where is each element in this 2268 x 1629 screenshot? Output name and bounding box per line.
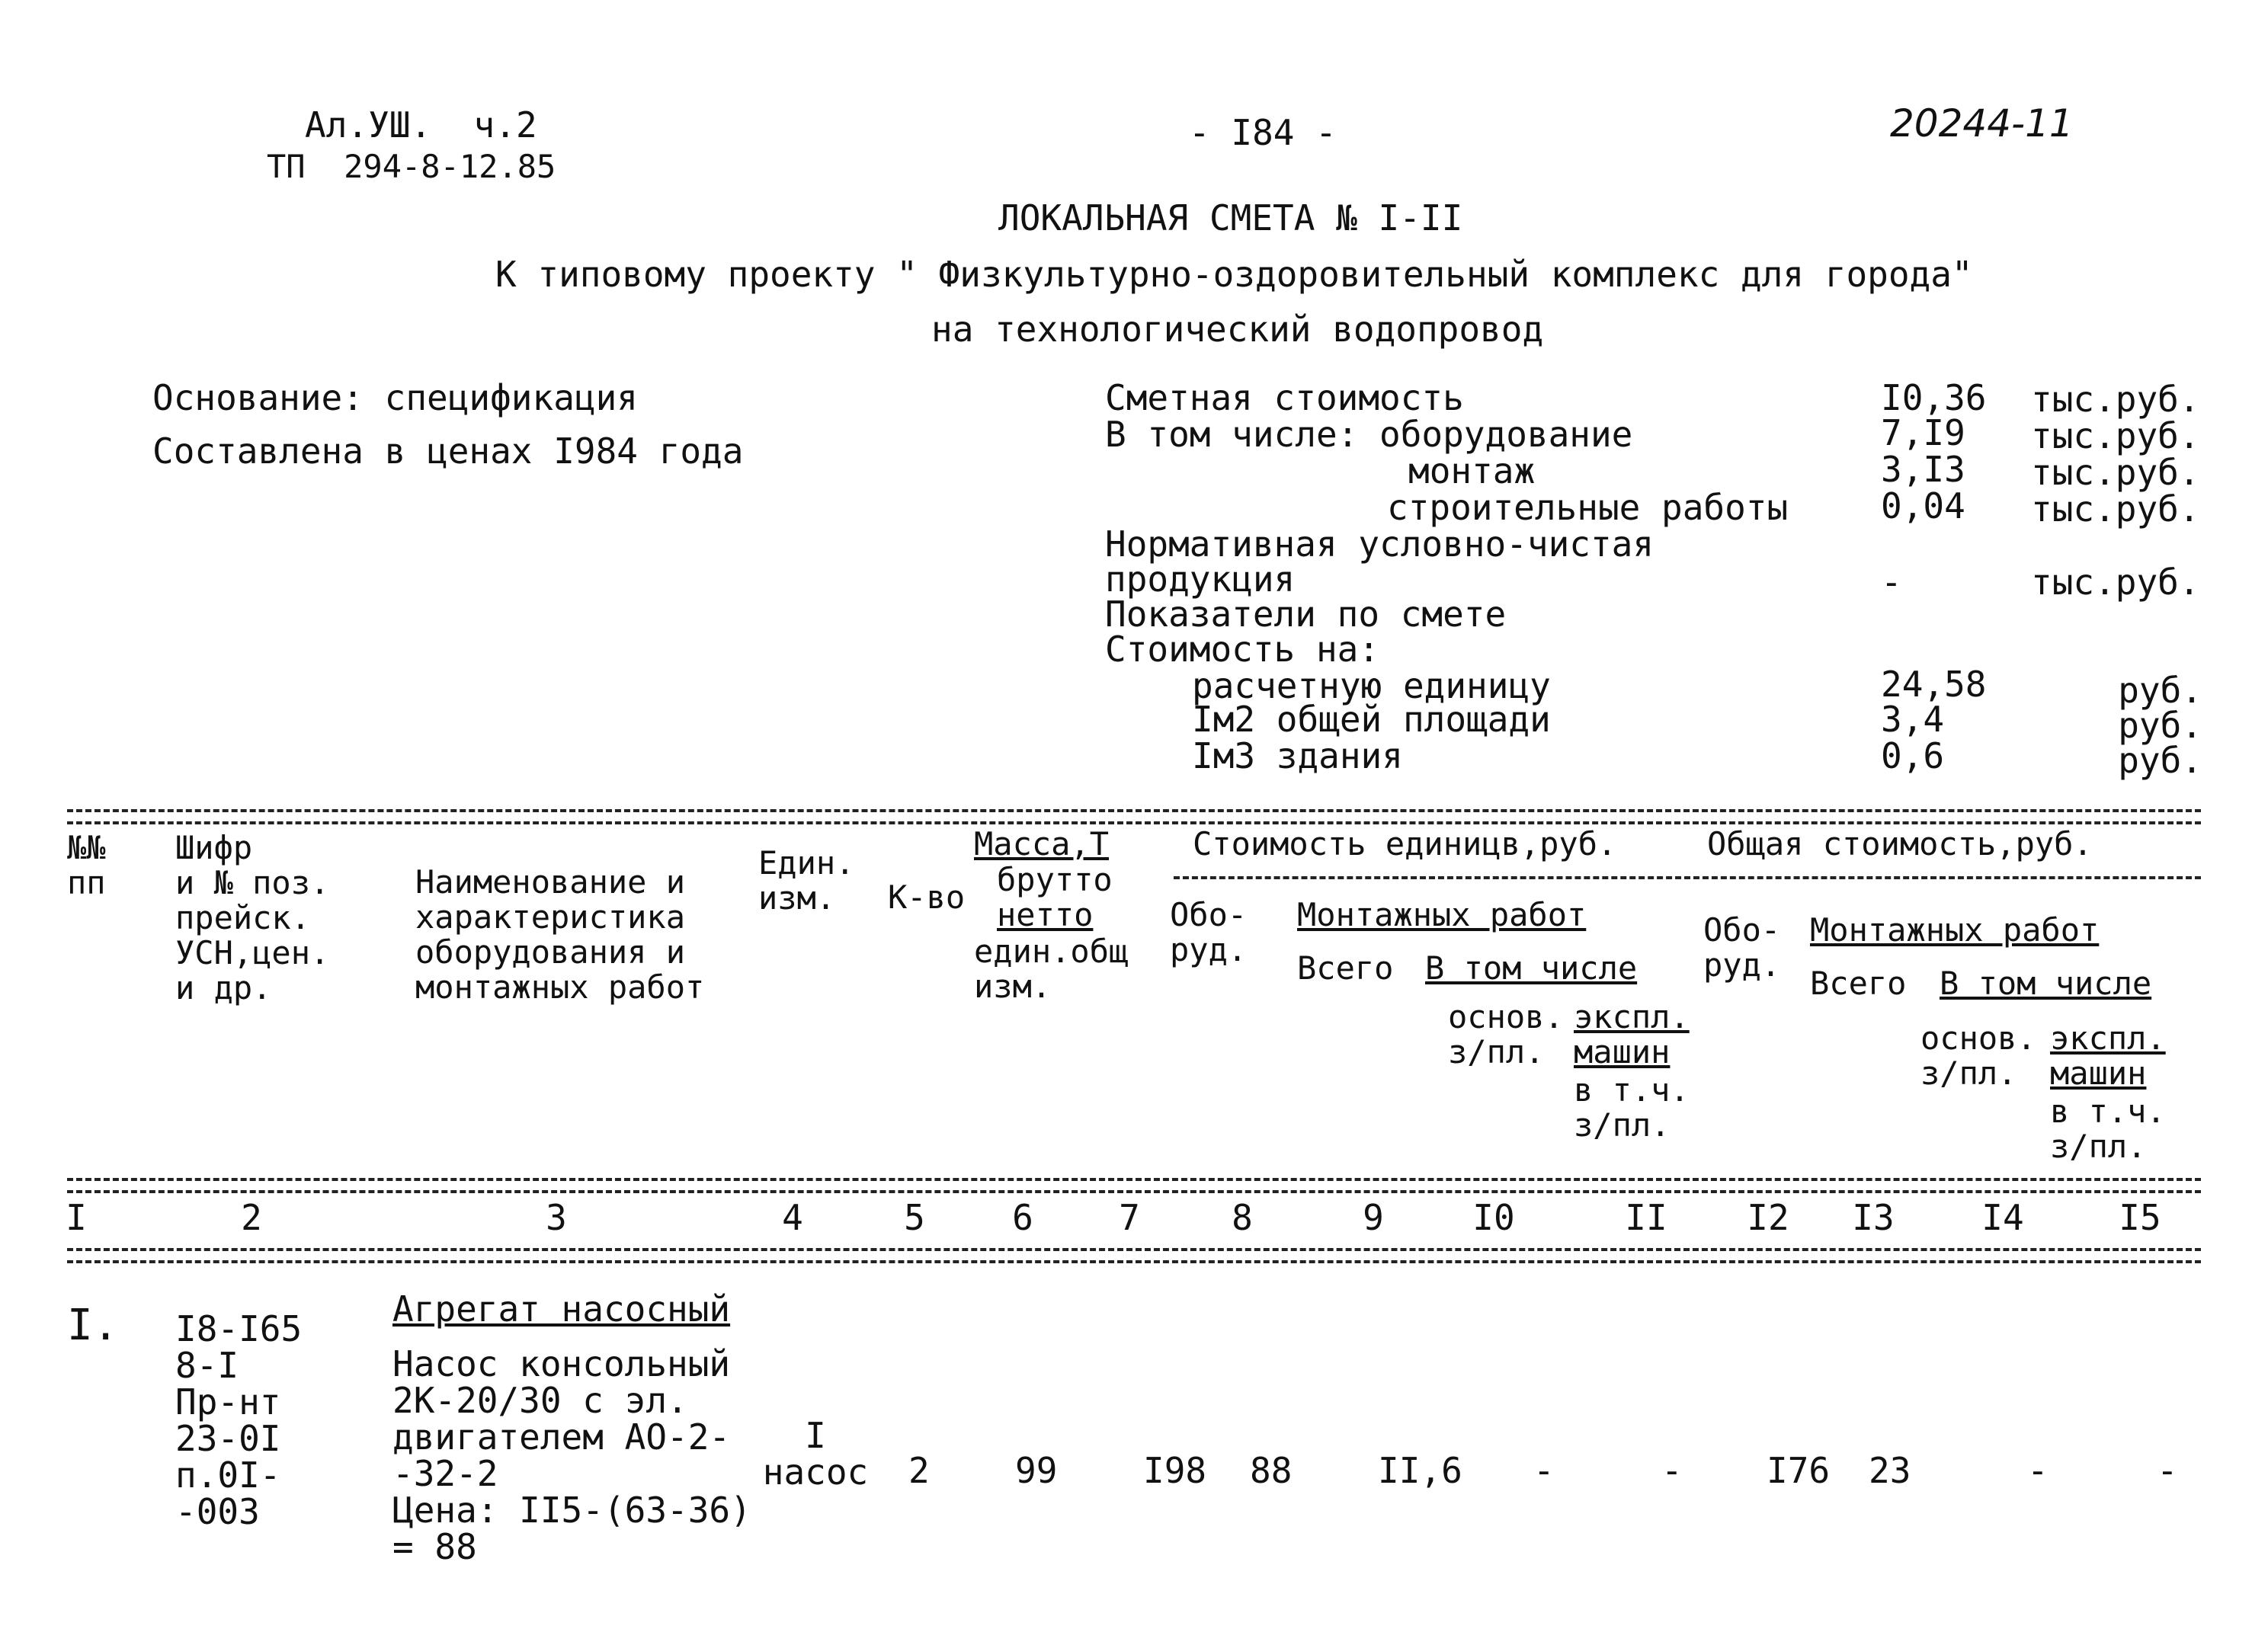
summary-label: продукция — [1105, 558, 1296, 600]
col-header-mass: Масса,Т — [974, 825, 1110, 863]
row-total-all: 23 — [1869, 1450, 1911, 1491]
col-header-code: Шифр и № поз. прейск. УСН,цен. и др. — [175, 829, 330, 1007]
row-mount-machines: - — [1661, 1450, 1683, 1491]
estimate-title: ЛОКАЛЬНАЯ СМЕТА № I-II — [998, 197, 1463, 238]
row-total-machines: - — [2157, 1450, 2178, 1491]
row-item-title: Агрегат насосный — [392, 1288, 731, 1330]
col-header-name: Наименование и характеристика оборудования и монтажных работ — [415, 863, 705, 1006]
page-number: - I84 - — [1189, 112, 1337, 153]
summary-label: Показатели по смете — [1105, 594, 1507, 635]
summary-value: 0,04 — [1881, 485, 1965, 526]
col-number: 3 — [546, 1197, 567, 1238]
table-top-rule — [67, 809, 2201, 812]
summary-label: В том числе: оборудование — [1105, 414, 1633, 455]
summary-value: 7,I9 — [1881, 412, 1965, 453]
col-header-equip-total: Обо- руд. — [1703, 911, 1781, 984]
col-header-all-total: Всего — [1810, 965, 1907, 1002]
col-header-num: №№ пп — [67, 829, 106, 901]
colnum-top-rule — [67, 1190, 2201, 1193]
col-number: 5 — [904, 1197, 925, 1238]
col-number: I4 — [1981, 1197, 2024, 1238]
col-number: II — [1625, 1197, 1667, 1238]
col-header-incl: В том числе — [1425, 949, 1638, 987]
col-number: I3 — [1852, 1197, 1895, 1238]
row-equip-cost: 88 — [1250, 1450, 1293, 1491]
summary-value: 24,58 — [1881, 664, 1987, 705]
col-header-all: Всего — [1297, 949, 1394, 987]
col-header-mass-net: нетто — [997, 896, 1094, 933]
summary-unit: тыс.руб. — [2031, 488, 2200, 530]
col-header-machines-total: экспл. машин — [2050, 1019, 2166, 1092]
col-header-unit-cost: Стоимость единицв,руб. — [1193, 825, 1617, 863]
summary-label: строительные работы — [1387, 487, 1789, 528]
summary-unit: тыс.руб. — [2031, 562, 2200, 603]
col-number: 9 — [1363, 1197, 1384, 1238]
project-title: К типовому проекту " Физкультурно-оздоровительный комплекс для города" — [495, 254, 1973, 295]
col-header-unit: Един. изм. — [758, 844, 855, 917]
summary-unit: тыс.руб. — [2031, 452, 2200, 493]
row-mass-gross: 99 — [1015, 1450, 1058, 1491]
col-number: 7 — [1119, 1197, 1140, 1238]
summary-label: Нормативная условно-чистая — [1105, 523, 1655, 565]
col-header-incl-pay-total: в т.ч. з/пл. — [2050, 1093, 2166, 1165]
summary-value: 0,6 — [1881, 735, 1945, 776]
col-number: I2 — [1747, 1197, 1789, 1238]
ref-line-1: Ал.УШ. ч.2 — [305, 104, 537, 146]
summary-label: Сметная стоимость — [1105, 377, 1464, 418]
row-unit: I насос — [762, 1415, 869, 1493]
row-number: I. — [67, 1301, 119, 1350]
summary-label: Iм2 общей площади — [1192, 699, 1551, 740]
col-number: 6 — [1012, 1197, 1033, 1238]
col-number: I0 — [1472, 1197, 1515, 1238]
colnum-bottom-rule — [67, 1260, 2201, 1263]
col-header-qty: К-во — [888, 879, 966, 916]
col-header-incl-pay: в т.ч. з/пл. — [1574, 1071, 1690, 1144]
summary-unit: тыс.руб. — [2031, 379, 2200, 420]
summary-value: - — [1881, 562, 1902, 603]
col-header-base-pay-total: основ. з/пл. — [1920, 1019, 2036, 1092]
colnum-bottom-rule — [67, 1248, 2201, 1251]
col-number: 4 — [782, 1197, 803, 1238]
row-mount-base: - — [1533, 1450, 1555, 1491]
table-top-rule — [67, 821, 2201, 824]
summary-unit: тыс.руб. — [2031, 415, 2200, 456]
col-header-mass-gross: брутто — [997, 861, 1113, 898]
col-header-total-cost: Общая стоимость,руб. — [1707, 825, 2093, 863]
col-number: 8 — [1232, 1197, 1253, 1238]
summary-value: 3,4 — [1881, 699, 1945, 740]
col-header-incl-total: В том числе — [1940, 965, 2152, 1002]
col-header-mount-total: Монтажных работ — [1810, 911, 2100, 949]
row-total-base: - — [2027, 1450, 2049, 1491]
project-subtitle: на технологический водопровод — [931, 309, 1544, 350]
row-mount-all: II,6 — [1378, 1450, 1462, 1491]
col-header-equip: Обо- руд. — [1170, 896, 1248, 968]
summary-value: 3,I3 — [1881, 449, 1965, 490]
basis-line-2: Составлена в ценах I984 года — [152, 430, 744, 472]
col-header-machines: экспл. машин — [1574, 998, 1690, 1071]
col-header-base-pay: основ. з/пл. — [1448, 998, 1564, 1071]
basis-line-1: Основание: спецификация — [152, 377, 638, 418]
summary-value: I0,36 — [1881, 377, 1987, 418]
colnum-top-rule — [67, 1178, 2201, 1181]
row-total-equip: I76 — [1767, 1450, 1831, 1491]
summary-unit: руб. — [2118, 670, 2202, 711]
row-mass-total: I98 — [1143, 1450, 1207, 1491]
ref-line-2: ТП 294-8-12.85 — [267, 148, 556, 185]
col-header-mount: Монтажных работ — [1297, 896, 1587, 933]
col-number: I5 — [2119, 1197, 2161, 1238]
summary-label: расчетную единицу — [1192, 665, 1551, 706]
col-number: 2 — [241, 1197, 262, 1238]
col-header-mass-unit: един.общ изм. — [974, 933, 1129, 1005]
summary-label: Iм3 здания — [1192, 735, 1403, 776]
col-number: I — [66, 1197, 87, 1238]
header-sub-rule — [1174, 876, 2201, 879]
row-qty: 2 — [908, 1450, 930, 1491]
row-code: I8-I65 8-I Пр-нт 23-0I п.0I- -003 — [175, 1308, 303, 1532]
summary-label: Стоимость на: — [1105, 629, 1380, 670]
summary-unit: руб. — [2118, 740, 2202, 781]
row-item-description: Насос консольный 2К-20/30 с эл. двигателем АО-2- -32-2 Цена: II5-(63-36) = 88 — [392, 1343, 751, 1567]
stamp-number: 20244-11 — [1890, 101, 2074, 146]
summary-label: монтаж — [1408, 450, 1536, 491]
summary-unit: руб. — [2118, 705, 2202, 746]
